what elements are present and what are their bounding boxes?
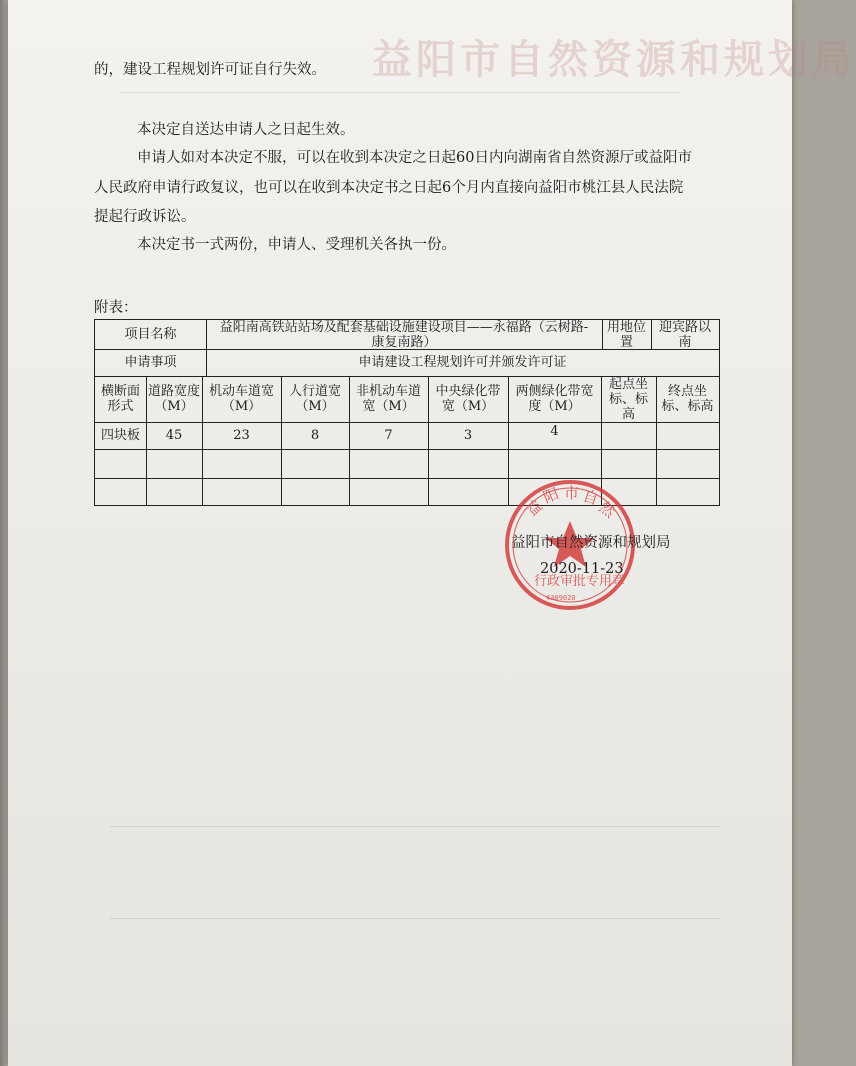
cell-median-green-width: 3 — [463, 428, 473, 443]
svg-text:市: 市 — [564, 484, 580, 502]
project-name-value-line: 康复南路） — [371, 334, 437, 350]
svg-text:4309020: 4309020 — [546, 594, 576, 602]
paragraph-line: 本决定书一式两份，申请人、受理机关各执一份。 — [137, 237, 456, 253]
header-line: （M） — [221, 399, 262, 414]
header-line: 中央绿化带 — [435, 384, 501, 399]
cell-non-motor-lane-width: 7 — [384, 428, 393, 443]
svg-text:自: 自 — [580, 486, 601, 509]
issue-date: 2020-11-23 — [540, 561, 624, 577]
paragraph-line: 申请人如对本决定不服，可以在收到本决定之日起60日内向湖南省自然资源厅或益阳市 — [137, 150, 692, 166]
cell-road-width: 45 — [165, 428, 183, 443]
paragraph-line: 提起行政诉讼。 — [94, 209, 196, 225]
svg-text:益: 益 — [522, 496, 546, 520]
land-location-value-line: 南 — [678, 334, 692, 350]
svg-text:然: 然 — [595, 497, 619, 522]
paragraph-line: 人民政府申请行政复议，也可以在收到本决定书之日起6个月内直接向益阳市桃江县人民法院 — [94, 180, 684, 196]
svg-text:行政审批专用章: 行政审批专用章 — [534, 574, 626, 589]
paragraph-line: 本决定自送达申请人之日起生效。 — [137, 122, 355, 138]
header-line: 起点坐 — [608, 376, 648, 392]
header-line: 标、标 — [608, 391, 648, 407]
header-line: 高 — [621, 406, 635, 422]
header-line: 道路宽度 — [147, 384, 200, 399]
header-line: 宽（M） — [441, 399, 495, 414]
land-location-label-line: 用地位 — [606, 319, 646, 335]
application-label: 申请事项 — [124, 355, 177, 370]
application-value: 申请建设工程规划许可并颁发许可证 — [358, 355, 567, 370]
header-line: 宽（M） — [362, 399, 415, 414]
land-location-label-line: 置 — [619, 334, 633, 350]
svg-text:阳: 阳 — [540, 484, 562, 507]
header-line: 人行道宽 — [288, 384, 341, 399]
bleed-through-header: 益阳市自然资源和规划局 — [372, 36, 856, 83]
cell-sidewalk-width: 8 — [310, 428, 320, 443]
header-line: 标、标高 — [661, 399, 714, 414]
cell-side-green-width: 4 — [550, 424, 559, 439]
header-line: 机动车道宽 — [208, 384, 274, 399]
cell-motor-lane-width: 23 — [233, 428, 250, 443]
header-line: （M） — [154, 399, 194, 414]
header-line: 横断面 — [100, 384, 140, 399]
header-line: 两侧绿化带宽 — [515, 384, 594, 399]
project-name-value-line: 益阳南高铁站站场及配套基础设施建设项目——永福路（云树路- — [219, 319, 589, 335]
issuing-organization: 益阳市自然资源和规划局 — [511, 535, 671, 551]
header-line: 形式 — [107, 399, 134, 414]
header-line: 非机动车道 — [355, 384, 421, 399]
header-line: （M） — [295, 399, 335, 414]
project-name-label: 项目名称 — [124, 327, 177, 342]
header-line: 终点坐 — [667, 384, 707, 399]
paragraph-line: 的，建设工程规划许可证自行失效。 — [94, 62, 326, 78]
header-line: 度（M） — [528, 399, 581, 414]
land-location-value-line: 迎宾路以 — [658, 319, 711, 335]
cell-section-type: 四块板 — [100, 428, 140, 443]
attachment-label: 附表： — [94, 300, 138, 316]
